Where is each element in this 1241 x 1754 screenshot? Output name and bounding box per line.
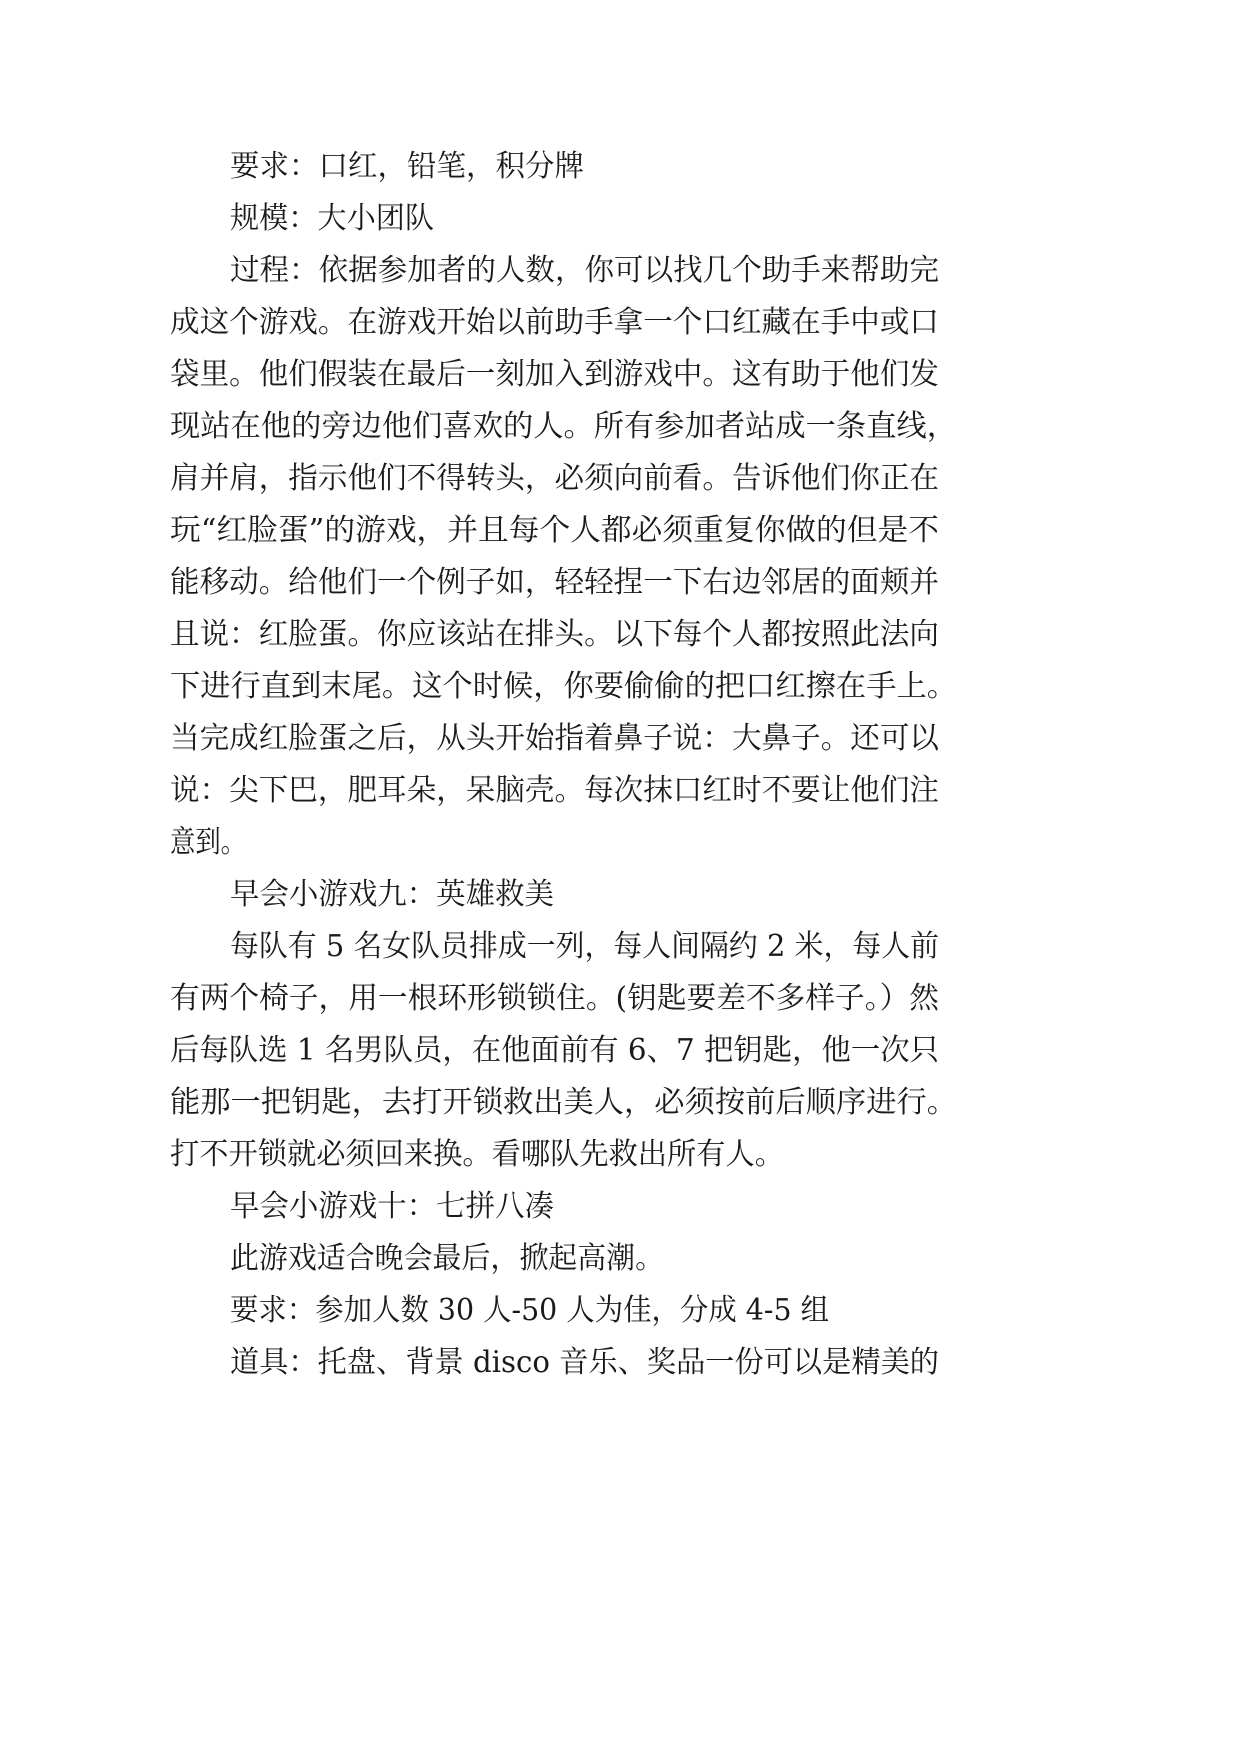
- text-line: [0, 501, 1241, 561]
- text-line: [0, 293, 1241, 353]
- line-text: 下进行直到末尾。这个时候，你要偷偷的把口红擦在手上。: [170, 669, 957, 704]
- text-line: [0, 605, 1241, 665]
- text-line: [0, 657, 1241, 717]
- line-text: 现站在他的旁边他们喜欢的人。所有参加者站成一条直线，: [170, 409, 957, 444]
- line-text: 当完成红脸蛋之后，从头开始指着鼻子说：大鼻子。还可以: [170, 721, 939, 756]
- line-text: 后每队选 1 名男队员，在他面前有 6、7 把钥匙，他一次只: [170, 1033, 939, 1068]
- line-text: 早会小游戏十：七拼八凑: [230, 1189, 554, 1224]
- line-text: 打不开锁就必须回来换。看哪队先救出所有人。: [170, 1137, 784, 1172]
- text-line: [0, 1125, 1241, 1185]
- line-text: 说：尖下巴，肥耳朵，呆脑壳。每次抹口红时不要让他们注: [170, 773, 939, 808]
- line-text: 玩“红脸蛋”的游戏，并且每个人都必须重复你做的但是不: [170, 513, 939, 548]
- text-line: [0, 553, 1241, 613]
- line-text: 成这个游戏。在游戏开始以前助手拿一个口红藏在手中或口: [170, 305, 939, 340]
- line-text: 过程：依据参加者的人数，你可以找几个助手来帮助完: [230, 253, 939, 288]
- text-line: [0, 761, 1241, 821]
- line-text: 意到。: [170, 825, 246, 860]
- line-text: 能移动。给他们一个例子如，轻轻捏一下右边邻居的面颊并: [170, 565, 939, 600]
- line-text: 道具：托盘、背景 disco 音乐、奖品一份可以是精美的: [230, 1345, 939, 1380]
- text-line: [0, 865, 1241, 925]
- line-text: 规模：大小团队: [230, 201, 434, 236]
- text-line: [0, 1333, 1241, 1393]
- text-line: [0, 1073, 1241, 1133]
- text-line: [0, 449, 1241, 509]
- line-text: 袋里。他们假装在最后一刻加入到游戏中。这有助于他们发: [170, 357, 939, 392]
- text-line: [0, 1281, 1241, 1341]
- text-line: [0, 917, 1241, 977]
- text-line: [0, 189, 1241, 249]
- text-line: [0, 1177, 1241, 1237]
- line-text: 且说：红脸蛋。你应该站在排头。以下每个人都按照此法向: [170, 617, 939, 652]
- line-text: 每队有 5 名女队员排成一列，每人间隔约 2 米，每人前: [230, 929, 939, 964]
- line-text: 要求：参加人数 30 人-50 人为佳，分成 4-5 组: [230, 1293, 829, 1328]
- text-line: [0, 241, 1241, 301]
- line-text: 要求：口红，铅笔，积分牌: [230, 149, 584, 184]
- line-text: 有两个椅子，用一根环形锁锁住。(钥匙要差不多样子。）然: [170, 981, 939, 1016]
- text-line: [0, 1229, 1241, 1289]
- text-line: [0, 397, 1241, 457]
- text-line: [0, 137, 1241, 197]
- line-text: 肩并肩，指示他们不得转头，必须向前看。告诉他们你正在: [170, 461, 939, 496]
- line-text: 此游戏适合晚会最后，掀起高潮。: [230, 1241, 664, 1276]
- line-text: 早会小游戏九：英雄救美: [230, 877, 554, 912]
- text-line: [0, 1021, 1241, 1081]
- text-line: [0, 969, 1241, 1029]
- text-line: [0, 813, 1241, 873]
- text-line: [0, 709, 1241, 769]
- text-line: [0, 345, 1241, 405]
- line-text: 能那一把钥匙，去打开锁救出美人，必须按前后顺序进行。: [170, 1085, 957, 1120]
